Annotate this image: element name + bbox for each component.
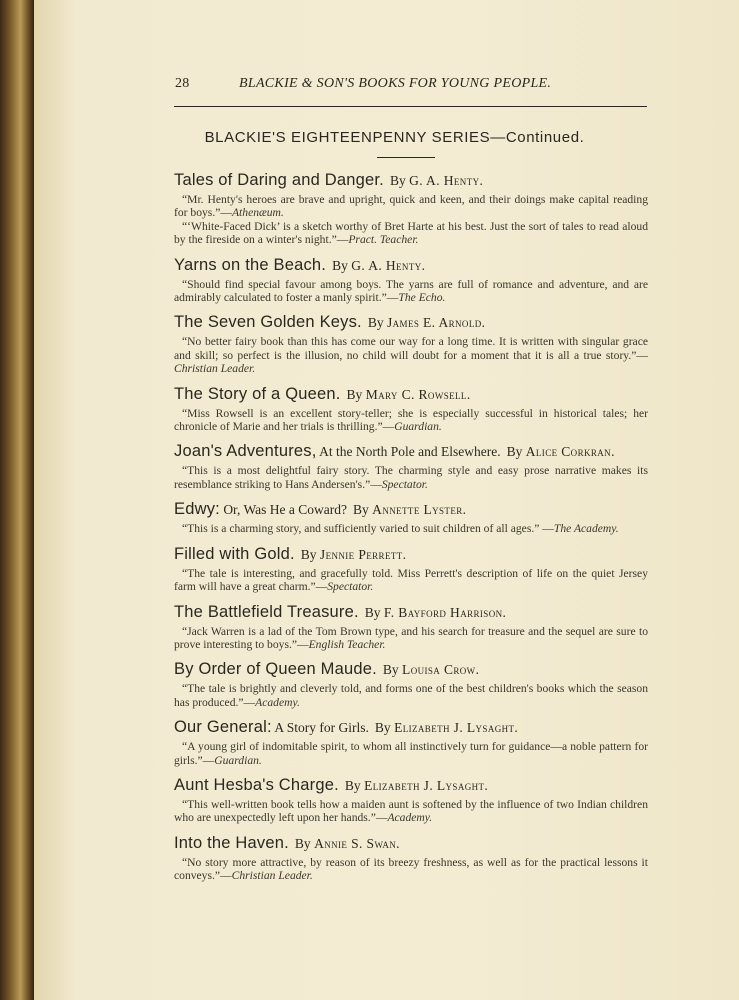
book-entry xyxy=(174,499,648,535)
book-author: Annie S. Swan. xyxy=(314,835,400,851)
review-source: Guardian. xyxy=(394,420,442,434)
review-quote xyxy=(174,567,648,594)
book-entry xyxy=(174,544,648,594)
book-title: The Battlefield Treasure. xyxy=(174,602,359,621)
review-block xyxy=(174,567,648,594)
book-entry xyxy=(174,833,648,883)
review-block xyxy=(174,682,648,709)
book-author: Annette Lyster. xyxy=(372,502,467,518)
book-entry xyxy=(174,659,648,709)
book-title: Our General: xyxy=(174,718,272,737)
review-block xyxy=(174,740,648,767)
review-text: “The tale is brightly and cleverly told, and forms one of the best children's books which the season has produced.”— xyxy=(174,682,648,709)
review-block xyxy=(174,193,648,247)
series-heading: BLACKIE'S EIGHTEENPENNY SERIES—Continued. xyxy=(204,129,585,146)
review-text: “This is a charming story, and sufficiently varied to suit children of all ages.” — xyxy=(182,522,554,536)
review-source: Athenæum. xyxy=(231,206,284,220)
book-entry xyxy=(174,602,648,652)
book-list xyxy=(174,170,648,891)
review-quote xyxy=(174,682,648,709)
review-source: Christian Leader. xyxy=(231,869,313,883)
book-title-line xyxy=(174,170,648,191)
book-title-line xyxy=(174,384,648,405)
book-title: The Story of a Queen. xyxy=(174,384,341,403)
book-author: G. A. Henty. xyxy=(351,257,426,273)
review-block xyxy=(174,464,648,491)
review-quote xyxy=(174,856,648,883)
book-title: Tales of Daring and Danger. xyxy=(174,171,384,189)
book-title-line xyxy=(174,499,648,520)
review-text: “A young girl of indomitable spirit, to whom all instinctively turn for guidance—a noble pattern for girls.”— xyxy=(174,740,648,767)
book-author: James E. Arnold. xyxy=(386,315,486,331)
review-block xyxy=(174,407,648,434)
book-entry xyxy=(174,775,648,825)
book-title-line xyxy=(174,441,648,462)
book-title: Joan's Adventures, xyxy=(174,442,317,461)
book-title-line xyxy=(174,602,648,623)
review-text: “No story more attractive, by reason of its breezy freshness, as well as for the practical lessons it conveys.”— xyxy=(174,855,648,883)
review-text: “‘White-Faced Dick’ is a sketch worthy of Bret Harte at his best. Just the sort of tales to read aloud by the fireside on a winter's night.”— xyxy=(174,219,648,247)
review-source: Academy. xyxy=(255,695,300,709)
by-label: By xyxy=(382,662,399,678)
running-title: BLACKIE & SON'S BOOKS FOR YOUNG PEOPLE. xyxy=(239,76,552,91)
review-quote xyxy=(174,464,648,491)
by-label: By xyxy=(364,604,381,620)
review-text: “This well-written book tells how a maiden aunt is softened by the influence of two Indian children who are unexpectedly left upon her hands.”— xyxy=(174,797,648,825)
book-entry xyxy=(174,312,648,375)
book-subtitle: A Story for Girls. xyxy=(274,720,369,736)
by-label: By xyxy=(344,777,361,793)
book-author: Louisa Crow. xyxy=(402,662,480,678)
review-quote xyxy=(174,625,648,652)
book-title-line xyxy=(174,775,648,796)
book-title-line xyxy=(174,544,648,565)
book-title-line xyxy=(174,312,648,333)
review-source: The Academy. xyxy=(553,522,619,536)
review-text: “Should find special favour among boys. The yarns are full of romance and adventure, and are admirably calculated to foster a manly spirit.”— xyxy=(174,277,648,305)
book-author: F. Bayford Harrison. xyxy=(383,604,507,620)
book-author: Mary C. Rowsell. xyxy=(365,386,471,402)
review-quote xyxy=(174,220,648,247)
review-block xyxy=(174,278,648,305)
book-author: G. A. Henty. xyxy=(409,173,484,188)
review-block xyxy=(174,856,648,883)
book-title: Edwy: xyxy=(174,500,220,519)
series-rule xyxy=(377,157,435,158)
book-entry xyxy=(174,170,648,247)
by-label: By xyxy=(300,546,317,562)
by-label: By xyxy=(353,502,369,518)
book-title-line xyxy=(174,717,648,738)
review-quote xyxy=(174,278,648,305)
book-title-line xyxy=(174,833,648,854)
review-block xyxy=(174,335,648,375)
book-author: Alice Corkran. xyxy=(525,444,615,460)
review-quote xyxy=(174,193,648,220)
book-title: Yarns on the Beach. xyxy=(174,255,327,274)
by-label: By xyxy=(506,444,523,460)
book-author: Elizabeth J. Lysaght. xyxy=(394,720,519,736)
book-author: Elizabeth J. Lysaght. xyxy=(364,777,489,793)
book-entry xyxy=(174,384,648,434)
book-subtitle: Or, Was He a Coward? xyxy=(223,502,348,518)
by-label: By xyxy=(332,257,348,273)
review-source: Spectator. xyxy=(327,580,374,594)
book-spine xyxy=(0,0,34,1000)
review-block xyxy=(174,522,648,535)
review-source: The Echo. xyxy=(398,291,446,305)
review-source: Guardian. xyxy=(214,753,262,767)
review-source: English Teacher. xyxy=(308,637,386,651)
review-source: Pract. Teacher. xyxy=(348,233,419,247)
book-title: Aunt Hesba's Charge. xyxy=(174,775,339,794)
book-entry xyxy=(174,717,648,767)
review-quote xyxy=(174,740,648,767)
by-label: By xyxy=(367,315,384,331)
review-source: Academy. xyxy=(387,811,433,825)
by-label: By xyxy=(346,386,363,402)
review-text: “Mr. Henty's heroes are brave and upright, quick and keen, and their doings make capital reading for boys.”— xyxy=(174,193,648,220)
review-quote xyxy=(174,407,648,434)
review-text: “Miss Rowsell is an excellent story-teller; she is especially successful in historical tales; her chronicle of Marie and her trials is thrilling.”— xyxy=(174,406,648,434)
review-quote xyxy=(174,335,648,375)
review-quote xyxy=(174,798,648,825)
review-source: Spectator. xyxy=(381,477,428,491)
review-text: “No better fairy book than this has come our way for a long time. It is written with singular grace and skill; so perfect is the illusion, no child will doubt for a moment that it is all a true story.”— xyxy=(174,335,648,362)
review-text: “Jack Warren is a lad of the Tom Brown type, and his search for treasure and the sequel are sure to prove interesting to boys.”— xyxy=(174,624,648,651)
book-title: Filled with Gold. xyxy=(174,544,295,563)
review-text: “The tale is interesting, and gracefully told. Miss Perrett's description of life on the quiet Jersey farm will have a great charm.”— xyxy=(174,566,648,594)
book-title: By Order of Queen Maude. xyxy=(174,660,377,679)
book-title: The Seven Golden Keys. xyxy=(174,313,362,332)
book-title: Into the Haven. xyxy=(174,833,289,852)
by-label: By xyxy=(294,835,311,851)
by-label: By xyxy=(374,720,391,736)
book-title-line xyxy=(174,255,648,276)
book-title-line xyxy=(174,659,648,680)
review-source: Christian Leader. xyxy=(174,362,256,376)
review-block xyxy=(174,625,648,652)
header-rule xyxy=(174,106,647,107)
review-quote xyxy=(174,522,648,535)
by-label: By xyxy=(389,173,406,188)
review-block xyxy=(174,798,648,825)
review-text: “This is a most delightful fairy story. The charming style and easy prose narrative makes its resemblance striking to Hans Andersen's.”— xyxy=(174,464,648,491)
book-entry xyxy=(174,255,648,305)
book-author: Jennie Perrett. xyxy=(319,546,407,562)
book-subtitle: At the North Pole and Elsewhere. xyxy=(319,444,501,460)
book-entry xyxy=(174,441,648,491)
page-number: 28 xyxy=(175,76,190,91)
